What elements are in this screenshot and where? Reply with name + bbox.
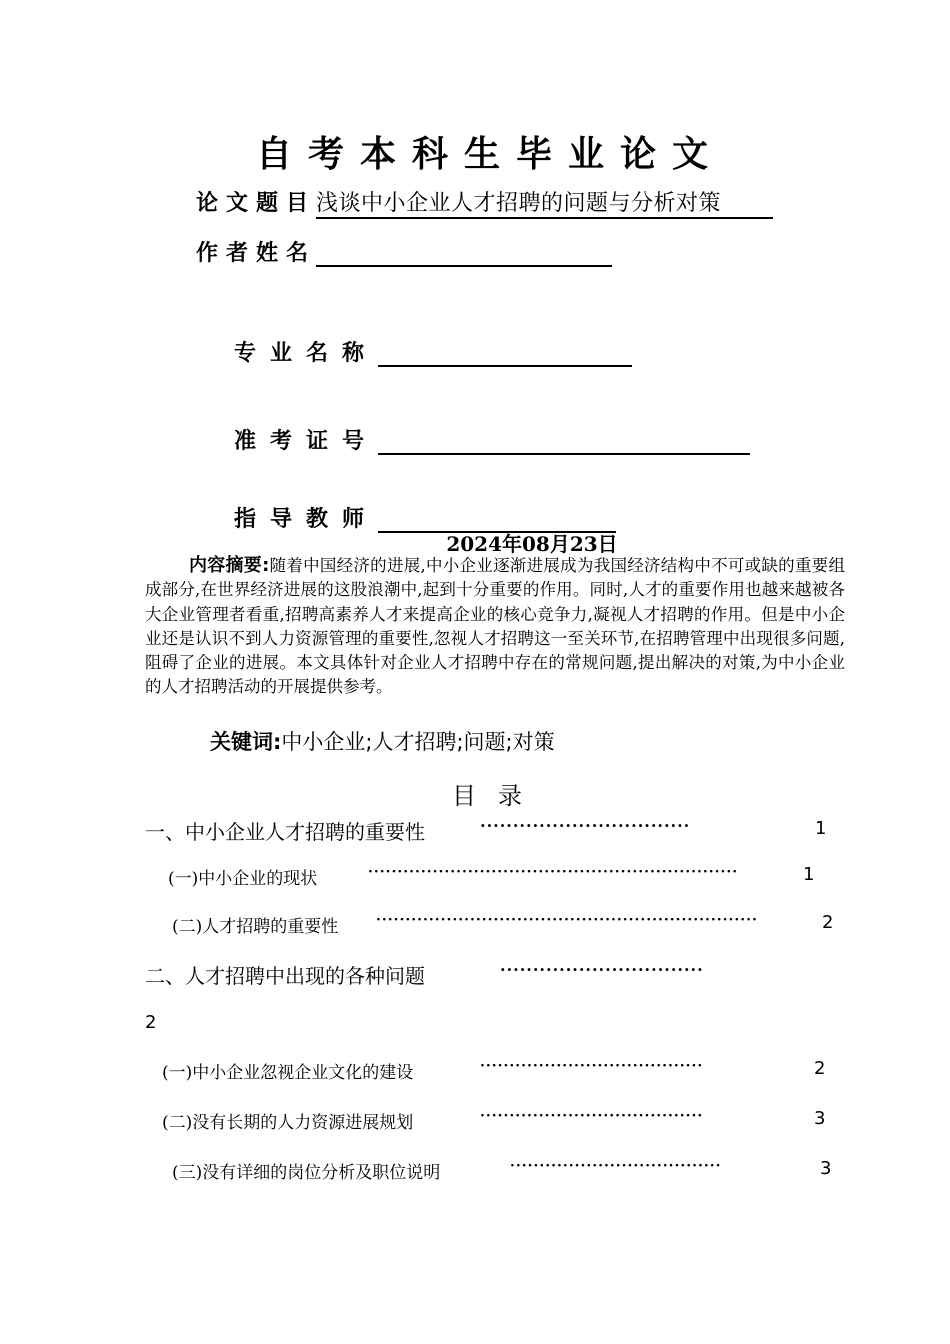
toc-leader: ······························· bbox=[500, 960, 704, 979]
toc-entry: (二)人才招聘的重要性 bbox=[172, 917, 339, 937]
exam-field bbox=[378, 427, 750, 455]
toc-page-number: 2 bbox=[814, 1058, 826, 1079]
abstract-heading: 内容摘要: bbox=[189, 555, 270, 576]
toc-entry: (二)没有长期的人力资源进展规划 bbox=[162, 1113, 414, 1133]
thesis-date: 2024年08月23日 bbox=[446, 532, 618, 556]
topic-label: 论文题目 bbox=[196, 190, 317, 216]
toc-page-number: 2 bbox=[145, 1012, 157, 1033]
toc-entry: 一、中小企业人才招聘的重要性 bbox=[145, 820, 425, 844]
toc-leader: ······························································· bbox=[368, 864, 739, 880]
abstract bbox=[145, 554, 845, 700]
topic-row bbox=[196, 186, 773, 219]
toc-title: 目录 bbox=[452, 782, 544, 810]
toc-entry: (三)没有详细的岗位分析及职位说明 bbox=[172, 1163, 441, 1183]
exam-label: 准考证号 bbox=[234, 428, 379, 454]
toc-page-number: 3 bbox=[814, 1108, 826, 1129]
topic-value: 浅谈中小企业人才招聘的问题与分析对策 bbox=[316, 186, 773, 219]
toc-page-number: 1 bbox=[803, 864, 815, 885]
toc-leader: ······································ bbox=[480, 1058, 704, 1074]
toc-leader: ································ bbox=[480, 816, 691, 835]
toc-page-number: 3 bbox=[820, 1158, 832, 1179]
major-row bbox=[234, 336, 632, 367]
keywords-label: 关键词: bbox=[210, 730, 282, 754]
toc-leader: ······································ bbox=[480, 1108, 704, 1124]
author-field bbox=[316, 239, 612, 267]
toc-leader: ···································· bbox=[510, 1158, 722, 1174]
keywords bbox=[210, 726, 555, 756]
thesis-title: 自考本科生毕业论文 bbox=[255, 133, 724, 175]
author-label: 作者姓名 bbox=[196, 240, 317, 266]
toc-page-number: 2 bbox=[822, 912, 834, 933]
toc-entry: 二、人才招聘中出现的各种问题 bbox=[145, 964, 425, 988]
exam-row bbox=[234, 424, 750, 455]
toc-entry: (一)中小企业的现状 bbox=[168, 869, 318, 889]
toc-entry: (一)中小企业忽视企业文化的建设 bbox=[162, 1063, 414, 1083]
major-field bbox=[378, 339, 632, 367]
author-row bbox=[196, 236, 612, 267]
major-label: 专业名称 bbox=[234, 340, 379, 366]
advisor-label: 指导教师 bbox=[234, 506, 379, 532]
keywords-text: 中小企业;人才招聘;问题;对策 bbox=[281, 730, 555, 754]
toc-page-number: 1 bbox=[815, 818, 827, 839]
abstract-text: 随着中国经济的进展,中小企业逐渐进展成为我国经济结构中不可或缺的重要组成部分,在世界经济进展的这股浪潮中,起到十分重要的作用。同时,人才的重要作用也越来越被各大企业管理者看重,招聘高素养人才来提高企业的核心竞争力,凝视人才招聘的作用。但是中小企业还是认识不到人力资源管理的重要性,忽视人才招聘这一至关环节,在招聘管理中出现很多问题,阻碍了企业的进展。本文具体针对企业人才招聘中存在的常规问题,提出解决的对策,为中小企业的人才招聘活动的开展提供参考。 bbox=[145, 556, 845, 697]
toc-leader: ································································· bbox=[376, 912, 758, 928]
